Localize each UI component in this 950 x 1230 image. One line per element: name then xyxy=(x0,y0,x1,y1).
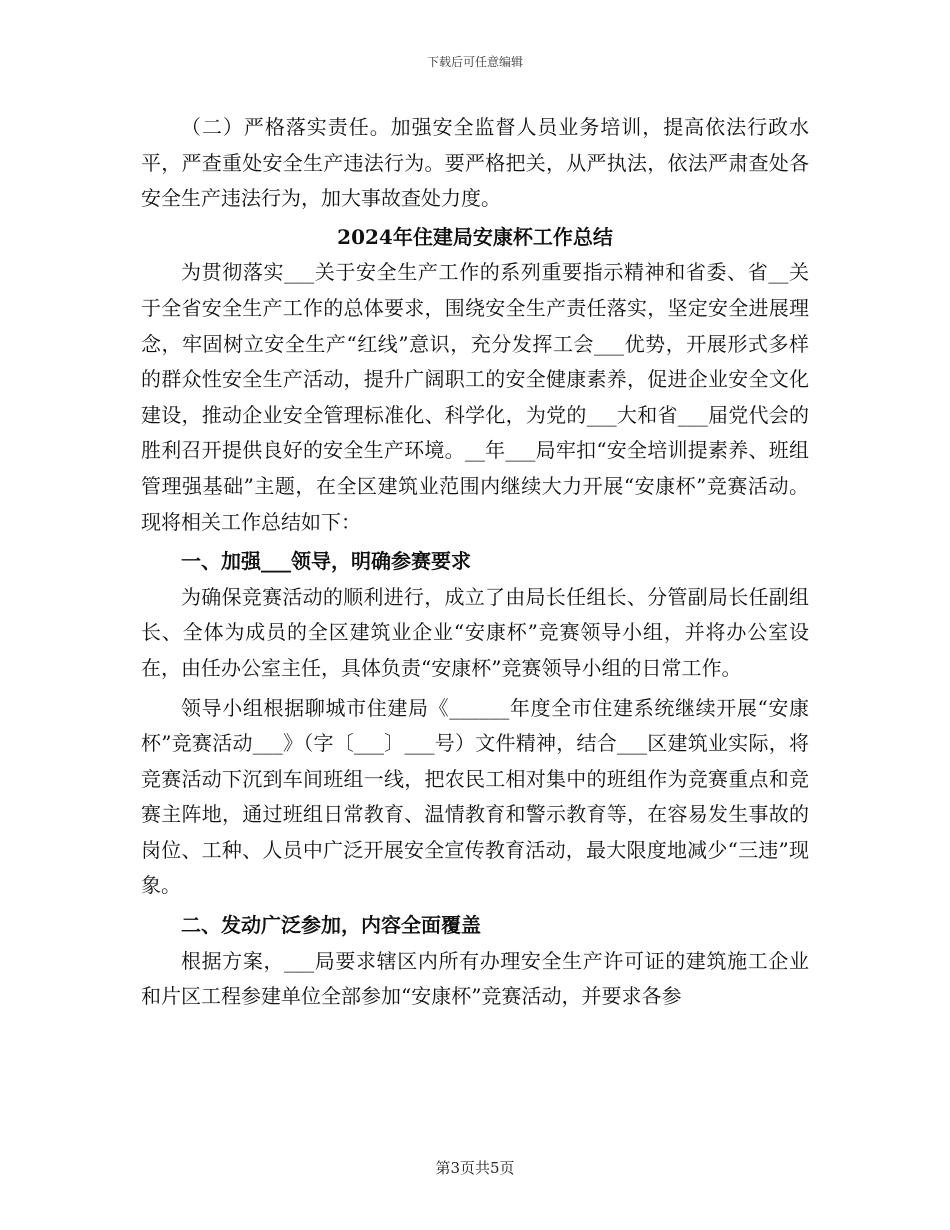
section-heading-2: 二、发动广泛参加，内容全面覆盖 xyxy=(181,913,481,938)
page-number: 第3页共5页 xyxy=(435,1159,515,1177)
document-body xyxy=(141,110,809,1015)
paragraph-3: 领导小组根据聊城市住建局《______年度全市住建系统继续开展“安康杯”竞赛活动___》（字〔___〕___号）文件精神，结合___区建筑业实际，将竞赛活动下沉到车间班组一线，把农民工相对集中的班组作为竞赛重点和竞赛主阵地，通过班组日常教育、温情教育和警示教育等，在容易发生事故的岗位、工种、人员中广泛开展安全宣传教育活动，最大限度地减少“三违”现象。 xyxy=(141,695,809,898)
paragraph-2: 为确保竞赛活动的顺利进行，成立了由局长任组长、分管副局长任副组长、全体为成员的全区建筑业企业“安康杯”竞赛领导小组，并将办公室设在，由任办公室主任，具体负责“安康杯”竞赛领导小组的日常工作。 xyxy=(141,584,809,680)
section-heading-1: 一、加强___领导，明确参赛要求 xyxy=(181,549,471,574)
page-header-note: 下载后可任意编辑 xyxy=(426,55,523,69)
intro-paragraph: （二）严格落实责任。加强安全监督人员业务培训，提高依法行政水平，严查重处安全生产违法行为。要严格把关，从严执法，依法严肃查处各安全生产违法行为，加大事故查处力度。 xyxy=(141,115,809,211)
paragraph-1: 为贯彻落实___关于安全生产工作的系列重要指示精神和省委、省__关于全省安全生产工作的总体要求，围绕安全生产责任落实，坚定安全进展理念，牢固树立安全生产“红线”意识，充分发挥工会___优势，开展形式多样的群众性安全生产活动，提升广阔职工的安全健康素养，促进企业安全文化建设，推动企业安全管理标准化、科学化，为党的___大和省___届党代会的胜利召开提供良好的安全生产环境。__年___局牢扣“安全培训提素养、班组管理强基础”主题，在全区建筑业范围内继续大力开展“安康杯”竞赛活动。现将相关工作总结如下： xyxy=(141,260,809,534)
document-title: 2024年住建局安康杯工作总结 xyxy=(337,224,613,249)
paragraph-4: 根据方案，___局要求辖区内所有办理安全生产许可证的建筑施工企业和片区工程参建单位全部参加“安康杯”竞赛活动，并要求各参 xyxy=(141,948,809,1009)
